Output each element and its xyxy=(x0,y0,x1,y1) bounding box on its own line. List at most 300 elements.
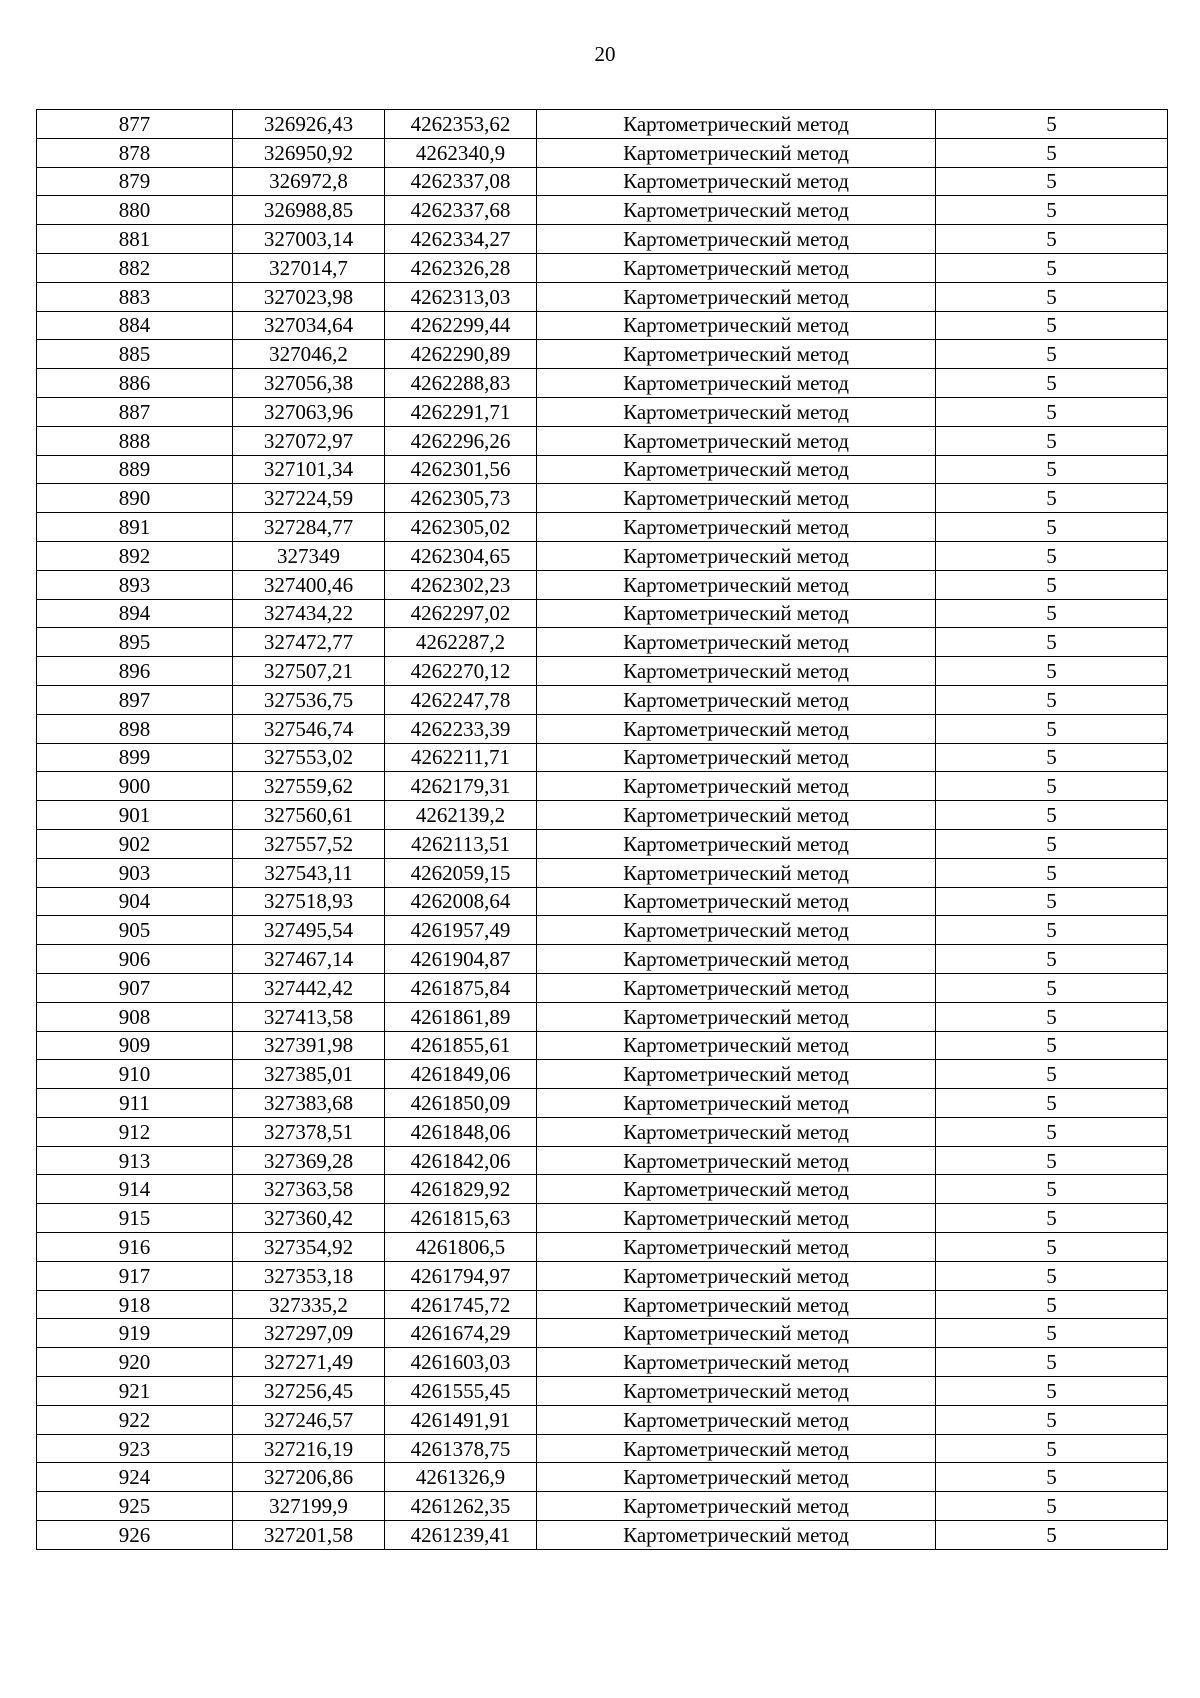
accuracy-cell: 5 xyxy=(936,1492,1168,1521)
x-coordinate-cell: 327101,34 xyxy=(233,455,385,484)
method-cell: Картометрический метод xyxy=(537,887,936,916)
method-cell: Картометрический метод xyxy=(537,973,936,1002)
accuracy-cell: 5 xyxy=(936,167,1168,196)
table-row xyxy=(37,858,1168,887)
y-coordinate-cell: 4262291,71 xyxy=(385,397,537,426)
y-coordinate-cell: 4261815,63 xyxy=(385,1204,537,1233)
method-cell: Картометрический метод xyxy=(537,196,936,225)
y-coordinate-cell: 4262113,51 xyxy=(385,829,537,858)
x-coordinate-cell: 327224,59 xyxy=(233,484,385,513)
y-coordinate-cell: 4262211,71 xyxy=(385,743,537,772)
x-coordinate-cell: 327369,28 xyxy=(233,1146,385,1175)
point-number-cell: 900 xyxy=(37,772,233,801)
table-row xyxy=(37,513,1168,542)
x-coordinate-cell: 326972,8 xyxy=(233,167,385,196)
accuracy-cell: 5 xyxy=(936,685,1168,714)
y-coordinate-cell: 4262326,28 xyxy=(385,253,537,282)
x-coordinate-cell: 327559,62 xyxy=(233,772,385,801)
table-row xyxy=(37,253,1168,282)
x-coordinate-cell: 327271,49 xyxy=(233,1348,385,1377)
x-coordinate-cell: 327507,21 xyxy=(233,657,385,686)
accuracy-cell: 5 xyxy=(936,1348,1168,1377)
accuracy-cell: 5 xyxy=(936,1089,1168,1118)
y-coordinate-cell: 4262247,78 xyxy=(385,685,537,714)
x-coordinate-cell: 327072,97 xyxy=(233,426,385,455)
accuracy-cell: 5 xyxy=(936,340,1168,369)
x-coordinate-cell: 327385,01 xyxy=(233,1060,385,1089)
method-cell: Картометрический метод xyxy=(537,945,936,974)
y-coordinate-cell: 4262337,68 xyxy=(385,196,537,225)
x-coordinate-cell: 327335,2 xyxy=(233,1290,385,1319)
method-cell: Картометрический метод xyxy=(537,1319,936,1348)
accuracy-cell: 5 xyxy=(936,714,1168,743)
y-coordinate-cell: 4261855,61 xyxy=(385,1031,537,1060)
accuracy-cell: 5 xyxy=(936,1521,1168,1550)
table-row xyxy=(37,772,1168,801)
accuracy-cell: 5 xyxy=(936,772,1168,801)
table-row xyxy=(37,282,1168,311)
y-coordinate-cell: 4262296,26 xyxy=(385,426,537,455)
point-number-cell: 921 xyxy=(37,1377,233,1406)
method-cell: Картометрический метод xyxy=(537,1002,936,1031)
point-number-cell: 904 xyxy=(37,887,233,916)
method-cell: Картометрический метод xyxy=(537,570,936,599)
accuracy-cell: 5 xyxy=(936,484,1168,513)
point-number-cell: 898 xyxy=(37,714,233,743)
y-coordinate-cell: 4262290,89 xyxy=(385,340,537,369)
point-number-cell: 919 xyxy=(37,1319,233,1348)
accuracy-cell: 5 xyxy=(936,1405,1168,1434)
method-cell: Картометрический метод xyxy=(537,599,936,628)
table-row xyxy=(37,311,1168,340)
accuracy-cell: 5 xyxy=(936,455,1168,484)
table-row xyxy=(37,916,1168,945)
accuracy-cell: 5 xyxy=(936,1233,1168,1262)
coordinates-table-body xyxy=(37,110,1168,1550)
point-number-cell: 909 xyxy=(37,1031,233,1060)
accuracy-cell: 5 xyxy=(936,1031,1168,1060)
accuracy-cell: 5 xyxy=(936,1204,1168,1233)
method-cell: Картометрический метод xyxy=(537,1348,936,1377)
table-row xyxy=(37,714,1168,743)
point-number-cell: 918 xyxy=(37,1290,233,1319)
y-coordinate-cell: 4262313,03 xyxy=(385,282,537,311)
x-coordinate-cell: 327014,7 xyxy=(233,253,385,282)
x-coordinate-cell: 327216,19 xyxy=(233,1434,385,1463)
y-coordinate-cell: 4261875,84 xyxy=(385,973,537,1002)
point-number-cell: 913 xyxy=(37,1146,233,1175)
table-row xyxy=(37,1377,1168,1406)
y-coordinate-cell: 4261555,45 xyxy=(385,1377,537,1406)
accuracy-cell: 5 xyxy=(936,973,1168,1002)
y-coordinate-cell: 4262334,27 xyxy=(385,225,537,254)
method-cell: Картометрический метод xyxy=(537,225,936,254)
table-row xyxy=(37,340,1168,369)
method-cell: Картометрический метод xyxy=(537,1146,936,1175)
x-coordinate-cell: 327557,52 xyxy=(233,829,385,858)
y-coordinate-cell: 4262059,15 xyxy=(385,858,537,887)
x-coordinate-cell: 327349 xyxy=(233,541,385,570)
method-cell: Картометрический метод xyxy=(537,1463,936,1492)
y-coordinate-cell: 4261849,06 xyxy=(385,1060,537,1089)
method-cell: Картометрический метод xyxy=(537,657,936,686)
method-cell: Картометрический метод xyxy=(537,714,936,743)
y-coordinate-cell: 4261326,9 xyxy=(385,1463,537,1492)
point-number-cell: 910 xyxy=(37,1060,233,1089)
method-cell: Картометрический метод xyxy=(537,1434,936,1463)
table-row xyxy=(37,1233,1168,1262)
point-number-cell: 884 xyxy=(37,311,233,340)
table-row xyxy=(37,1031,1168,1060)
table-row xyxy=(37,455,1168,484)
table-row xyxy=(37,426,1168,455)
accuracy-cell: 5 xyxy=(936,196,1168,225)
x-coordinate-cell: 327472,77 xyxy=(233,628,385,657)
method-cell: Картометрический метод xyxy=(537,1492,936,1521)
method-cell: Картометрический метод xyxy=(537,110,936,139)
x-coordinate-cell: 327201,58 xyxy=(233,1521,385,1550)
point-number-cell: 878 xyxy=(37,138,233,167)
x-coordinate-cell: 327434,22 xyxy=(233,599,385,628)
y-coordinate-cell: 4262287,2 xyxy=(385,628,537,657)
y-coordinate-cell: 4261794,97 xyxy=(385,1261,537,1290)
accuracy-cell: 5 xyxy=(936,225,1168,254)
table-row xyxy=(37,945,1168,974)
y-coordinate-cell: 4261603,03 xyxy=(385,1348,537,1377)
point-number-cell: 924 xyxy=(37,1463,233,1492)
point-number-cell: 902 xyxy=(37,829,233,858)
x-coordinate-cell: 327354,92 xyxy=(233,1233,385,1262)
method-cell: Картометрический метод xyxy=(537,628,936,657)
x-coordinate-cell: 327206,86 xyxy=(233,1463,385,1492)
x-coordinate-cell: 327560,61 xyxy=(233,801,385,830)
method-cell: Картометрический метод xyxy=(537,829,936,858)
accuracy-cell: 5 xyxy=(936,570,1168,599)
table-row xyxy=(37,397,1168,426)
accuracy-cell: 5 xyxy=(936,1175,1168,1204)
x-coordinate-cell: 327034,64 xyxy=(233,311,385,340)
point-number-cell: 894 xyxy=(37,599,233,628)
accuracy-cell: 5 xyxy=(936,1319,1168,1348)
point-number-cell: 914 xyxy=(37,1175,233,1204)
table-row xyxy=(37,887,1168,916)
y-coordinate-cell: 4261674,29 xyxy=(385,1319,537,1348)
method-cell: Картометрический метод xyxy=(537,1405,936,1434)
table-row xyxy=(37,1290,1168,1319)
x-coordinate-cell: 327495,54 xyxy=(233,916,385,945)
table-row xyxy=(37,1463,1168,1492)
method-cell: Картометрический метод xyxy=(537,1233,936,1262)
y-coordinate-cell: 4262008,64 xyxy=(385,887,537,916)
accuracy-cell: 5 xyxy=(936,1146,1168,1175)
point-number-cell: 908 xyxy=(37,1002,233,1031)
y-coordinate-cell: 4261491,91 xyxy=(385,1405,537,1434)
table-row xyxy=(37,829,1168,858)
table-row xyxy=(37,225,1168,254)
table-row xyxy=(37,369,1168,398)
y-coordinate-cell: 4261829,92 xyxy=(385,1175,537,1204)
y-coordinate-cell: 4261957,49 xyxy=(385,916,537,945)
x-coordinate-cell: 327256,45 xyxy=(233,1377,385,1406)
accuracy-cell: 5 xyxy=(936,110,1168,139)
table-row xyxy=(37,801,1168,830)
accuracy-cell: 5 xyxy=(936,138,1168,167)
method-cell: Картометрический метод xyxy=(537,1377,936,1406)
table-row xyxy=(37,138,1168,167)
x-coordinate-cell: 327543,11 xyxy=(233,858,385,887)
y-coordinate-cell: 4261745,72 xyxy=(385,1290,537,1319)
method-cell: Картометрический метод xyxy=(537,311,936,340)
method-cell: Картометрический метод xyxy=(537,167,936,196)
y-coordinate-cell: 4261861,89 xyxy=(385,1002,537,1031)
table-row xyxy=(37,1405,1168,1434)
point-number-cell: 889 xyxy=(37,455,233,484)
point-number-cell: 880 xyxy=(37,196,233,225)
point-number-cell: 881 xyxy=(37,225,233,254)
y-coordinate-cell: 4261262,35 xyxy=(385,1492,537,1521)
x-coordinate-cell: 327467,14 xyxy=(233,945,385,974)
point-number-cell: 916 xyxy=(37,1233,233,1262)
y-coordinate-cell: 4261378,75 xyxy=(385,1434,537,1463)
point-number-cell: 926 xyxy=(37,1521,233,1550)
x-coordinate-cell: 326988,85 xyxy=(233,196,385,225)
table-row xyxy=(37,1060,1168,1089)
accuracy-cell: 5 xyxy=(936,311,1168,340)
point-number-cell: 906 xyxy=(37,945,233,974)
accuracy-cell: 5 xyxy=(936,282,1168,311)
y-coordinate-cell: 4261842,06 xyxy=(385,1146,537,1175)
table-row xyxy=(37,973,1168,1002)
point-number-cell: 912 xyxy=(37,1117,233,1146)
y-coordinate-cell: 4262299,44 xyxy=(385,311,537,340)
y-coordinate-cell: 4262353,62 xyxy=(385,110,537,139)
method-cell: Картометрический метод xyxy=(537,397,936,426)
x-coordinate-cell: 327003,14 xyxy=(233,225,385,254)
y-coordinate-cell: 4262302,23 xyxy=(385,570,537,599)
point-number-cell: 917 xyxy=(37,1261,233,1290)
x-coordinate-cell: 327391,98 xyxy=(233,1031,385,1060)
table-row xyxy=(37,1261,1168,1290)
point-number-cell: 923 xyxy=(37,1434,233,1463)
point-number-cell: 882 xyxy=(37,253,233,282)
y-coordinate-cell: 4262337,08 xyxy=(385,167,537,196)
method-cell: Картометрический метод xyxy=(537,858,936,887)
x-coordinate-cell: 327413,58 xyxy=(233,1002,385,1031)
accuracy-cell: 5 xyxy=(936,513,1168,542)
table-row xyxy=(37,1204,1168,1233)
point-number-cell: 922 xyxy=(37,1405,233,1434)
method-cell: Картометрический метод xyxy=(537,426,936,455)
accuracy-cell: 5 xyxy=(936,426,1168,455)
y-coordinate-cell: 4262297,02 xyxy=(385,599,537,628)
accuracy-cell: 5 xyxy=(936,1290,1168,1319)
point-number-cell: 883 xyxy=(37,282,233,311)
x-coordinate-cell: 326926,43 xyxy=(233,110,385,139)
accuracy-cell: 5 xyxy=(936,916,1168,945)
table-row xyxy=(37,1089,1168,1118)
x-coordinate-cell: 327363,58 xyxy=(233,1175,385,1204)
x-coordinate-cell: 327400,46 xyxy=(233,570,385,599)
method-cell: Картометрический метод xyxy=(537,1290,936,1319)
table-row xyxy=(37,1521,1168,1550)
method-cell: Картометрический метод xyxy=(537,1031,936,1060)
point-number-cell: 925 xyxy=(37,1492,233,1521)
x-coordinate-cell: 327063,96 xyxy=(233,397,385,426)
method-cell: Картометрический метод xyxy=(537,743,936,772)
point-number-cell: 915 xyxy=(37,1204,233,1233)
method-cell: Картометрический метод xyxy=(537,484,936,513)
point-number-cell: 890 xyxy=(37,484,233,513)
point-number-cell: 905 xyxy=(37,916,233,945)
point-number-cell: 896 xyxy=(37,657,233,686)
method-cell: Картометрический метод xyxy=(537,1521,936,1550)
x-coordinate-cell: 327199,9 xyxy=(233,1492,385,1521)
method-cell: Картометрический метод xyxy=(537,513,936,542)
accuracy-cell: 5 xyxy=(936,801,1168,830)
table-row xyxy=(37,1319,1168,1348)
point-number-cell: 891 xyxy=(37,513,233,542)
accuracy-cell: 5 xyxy=(936,1117,1168,1146)
table-row xyxy=(37,110,1168,139)
x-coordinate-cell: 327442,42 xyxy=(233,973,385,1002)
x-coordinate-cell: 327518,93 xyxy=(233,887,385,916)
x-coordinate-cell: 327246,57 xyxy=(233,1405,385,1434)
y-coordinate-cell: 4262179,31 xyxy=(385,772,537,801)
coordinates-table xyxy=(36,109,1168,1550)
x-coordinate-cell: 327284,77 xyxy=(233,513,385,542)
x-coordinate-cell: 327297,09 xyxy=(233,1319,385,1348)
accuracy-cell: 5 xyxy=(936,945,1168,974)
point-number-cell: 892 xyxy=(37,541,233,570)
accuracy-cell: 5 xyxy=(936,1002,1168,1031)
method-cell: Картометрический метод xyxy=(537,340,936,369)
x-coordinate-cell: 327536,75 xyxy=(233,685,385,714)
method-cell: Картометрический метод xyxy=(537,541,936,570)
method-cell: Картометрический метод xyxy=(537,1261,936,1290)
point-number-cell: 885 xyxy=(37,340,233,369)
accuracy-cell: 5 xyxy=(936,743,1168,772)
method-cell: Картометрический метод xyxy=(537,801,936,830)
y-coordinate-cell: 4262288,83 xyxy=(385,369,537,398)
table-row xyxy=(37,657,1168,686)
method-cell: Картометрический метод xyxy=(537,1204,936,1233)
point-number-cell: 886 xyxy=(37,369,233,398)
accuracy-cell: 5 xyxy=(936,1463,1168,1492)
method-cell: Картометрический метод xyxy=(537,1089,936,1118)
x-coordinate-cell: 327360,42 xyxy=(233,1204,385,1233)
table-row xyxy=(37,196,1168,225)
x-coordinate-cell: 327383,68 xyxy=(233,1089,385,1118)
method-cell: Картометрический метод xyxy=(537,369,936,398)
accuracy-cell: 5 xyxy=(936,599,1168,628)
y-coordinate-cell: 4261806,5 xyxy=(385,1233,537,1262)
point-number-cell: 901 xyxy=(37,801,233,830)
x-coordinate-cell: 327046,2 xyxy=(233,340,385,369)
x-coordinate-cell: 327353,18 xyxy=(233,1261,385,1290)
x-coordinate-cell: 327056,38 xyxy=(233,369,385,398)
table-row xyxy=(37,1348,1168,1377)
table-row xyxy=(37,743,1168,772)
y-coordinate-cell: 4261850,09 xyxy=(385,1089,537,1118)
table-row xyxy=(37,1117,1168,1146)
y-coordinate-cell: 4262305,73 xyxy=(385,484,537,513)
table-row xyxy=(37,599,1168,628)
y-coordinate-cell: 4262233,39 xyxy=(385,714,537,743)
point-number-cell: 907 xyxy=(37,973,233,1002)
table-row xyxy=(37,628,1168,657)
accuracy-cell: 5 xyxy=(936,628,1168,657)
accuracy-cell: 5 xyxy=(936,541,1168,570)
accuracy-cell: 5 xyxy=(936,657,1168,686)
y-coordinate-cell: 4262301,56 xyxy=(385,455,537,484)
method-cell: Картометрический метод xyxy=(537,685,936,714)
accuracy-cell: 5 xyxy=(936,1434,1168,1463)
x-coordinate-cell: 327378,51 xyxy=(233,1117,385,1146)
point-number-cell: 888 xyxy=(37,426,233,455)
accuracy-cell: 5 xyxy=(936,1060,1168,1089)
point-number-cell: 895 xyxy=(37,628,233,657)
point-number-cell: 920 xyxy=(37,1348,233,1377)
table-row xyxy=(37,541,1168,570)
y-coordinate-cell: 4261848,06 xyxy=(385,1117,537,1146)
table-row xyxy=(37,1434,1168,1463)
table-row xyxy=(37,167,1168,196)
method-cell: Картометрический метод xyxy=(537,1117,936,1146)
table-row xyxy=(37,570,1168,599)
table-row xyxy=(37,685,1168,714)
accuracy-cell: 5 xyxy=(936,887,1168,916)
x-coordinate-cell: 327023,98 xyxy=(233,282,385,311)
y-coordinate-cell: 4262305,02 xyxy=(385,513,537,542)
point-number-cell: 897 xyxy=(37,685,233,714)
point-number-cell: 903 xyxy=(37,858,233,887)
method-cell: Картометрический метод xyxy=(537,772,936,801)
y-coordinate-cell: 4261904,87 xyxy=(385,945,537,974)
x-coordinate-cell: 327546,74 xyxy=(233,714,385,743)
method-cell: Картометрический метод xyxy=(537,1060,936,1089)
method-cell: Картометрический метод xyxy=(537,282,936,311)
accuracy-cell: 5 xyxy=(936,397,1168,426)
page-number: 20 xyxy=(594,42,616,66)
accuracy-cell: 5 xyxy=(936,1261,1168,1290)
method-cell: Картометрический метод xyxy=(537,253,936,282)
method-cell: Картометрический метод xyxy=(537,138,936,167)
accuracy-cell: 5 xyxy=(936,1377,1168,1406)
table-row xyxy=(37,484,1168,513)
y-coordinate-cell: 4262139,2 xyxy=(385,801,537,830)
point-number-cell: 877 xyxy=(37,110,233,139)
table-row xyxy=(37,1146,1168,1175)
y-coordinate-cell: 4262304,65 xyxy=(385,541,537,570)
table-row xyxy=(37,1175,1168,1204)
table-row xyxy=(37,1002,1168,1031)
point-number-cell: 879 xyxy=(37,167,233,196)
accuracy-cell: 5 xyxy=(936,369,1168,398)
table-row xyxy=(37,1492,1168,1521)
x-coordinate-cell: 327553,02 xyxy=(233,743,385,772)
x-coordinate-cell: 326950,92 xyxy=(233,138,385,167)
y-coordinate-cell: 4261239,41 xyxy=(385,1521,537,1550)
point-number-cell: 893 xyxy=(37,570,233,599)
accuracy-cell: 5 xyxy=(936,253,1168,282)
y-coordinate-cell: 4262270,12 xyxy=(385,657,537,686)
point-number-cell: 887 xyxy=(37,397,233,426)
method-cell: Картометрический метод xyxy=(537,1175,936,1204)
point-number-cell: 911 xyxy=(37,1089,233,1118)
point-number-cell: 899 xyxy=(37,743,233,772)
y-coordinate-cell: 4262340,9 xyxy=(385,138,537,167)
accuracy-cell: 5 xyxy=(936,858,1168,887)
